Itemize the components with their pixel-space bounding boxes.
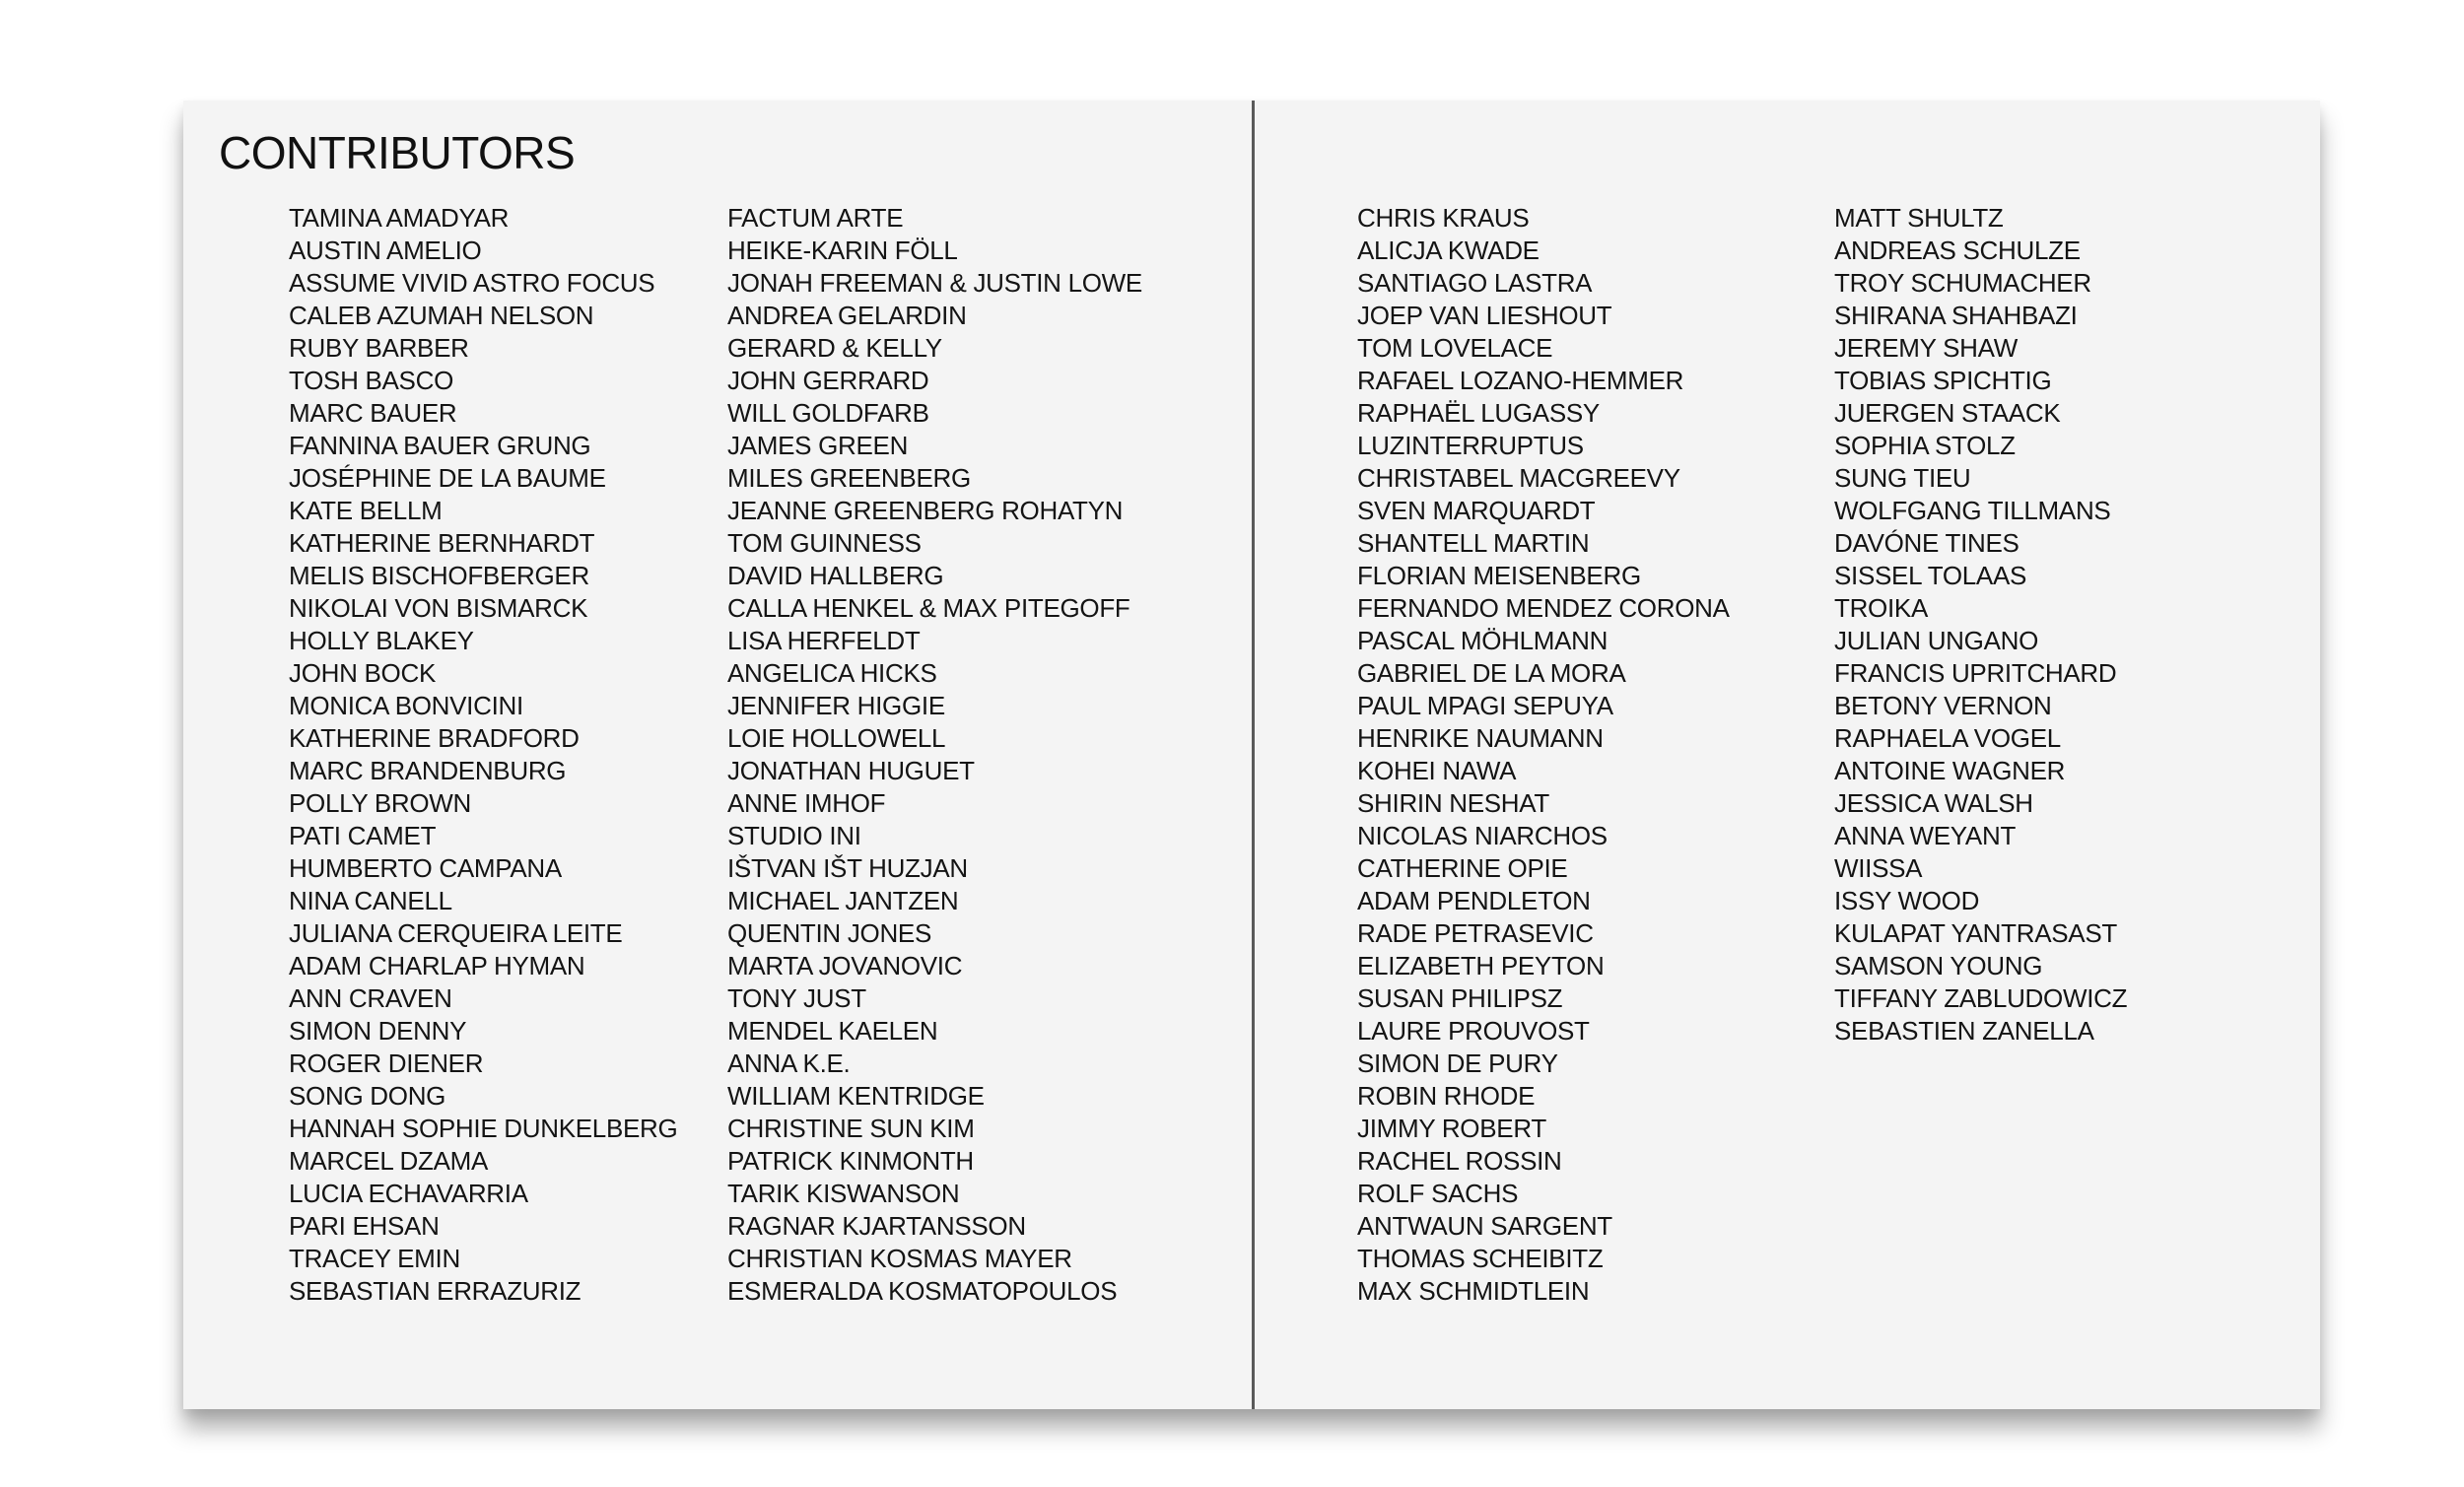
contributor-name: CHRISTABEL MACGREEVY (1357, 463, 1680, 493)
contributor-name: MARC BAUER (289, 398, 457, 428)
contributor-name: ROLF SACHS (1357, 1179, 1519, 1208)
contributor-name: RAPHAELA VOGEL (1834, 723, 2061, 753)
contributor-name: SIMON DE PURY (1357, 1048, 1558, 1078)
contributor-name: SUNG TIEU (1834, 463, 1971, 493)
contributor-name: MICHAEL JANTZEN (727, 886, 959, 915)
contributor-name: POLLY BROWN (289, 788, 472, 818)
contributor-name: JEREMY SHAW (1834, 333, 2018, 363)
contributor-name: MARC BRANDENBURG (289, 756, 567, 785)
contributor-name: MONICA BONVICINI (289, 691, 523, 720)
contributor-name: TOBIAS SPICHTIG (1834, 366, 2052, 395)
contributor-name: SUSAN PHILIPSZ (1357, 983, 1563, 1013)
page-gutter-line (1252, 101, 1255, 1409)
contributor-name: ROGER DIENER (289, 1048, 484, 1078)
contributor-name: PAUL MPAGI SEPUYA (1357, 691, 1613, 720)
contributor-name: RAGNAR KJARTANSSON (727, 1211, 1026, 1241)
contributor-name: RAPHAËL LUGASSY (1357, 398, 1600, 428)
contributor-name: ESMERALDA KOSMATOPOULOS (727, 1276, 1118, 1306)
contributor-name: TOSH BASCO (289, 366, 454, 395)
contributor-name: ADAM PENDLETON (1357, 886, 1591, 915)
contributor-name: RAFAEL LOZANO-HEMMER (1357, 366, 1684, 395)
contributor-name: ANTWAUN SARGENT (1357, 1211, 1612, 1241)
contributor-name: FANNINA BAUER GRUNG (289, 431, 591, 460)
contributor-name: ANNA K.E. (727, 1048, 851, 1078)
contributor-name: ALICJA KWADE (1357, 236, 1540, 265)
contributor-name: ANGELICA HICKS (727, 658, 937, 688)
contributor-name: MAX SCHMIDTLEIN (1357, 1276, 1590, 1306)
contributors-column-2 (727, 202, 1142, 1308)
contributors-column-1 (289, 202, 677, 1308)
contributor-name: NINA CANELL (289, 886, 452, 915)
contributor-name: ANNE IMHOF (727, 788, 886, 818)
contributor-name: MELIS BISCHOFBERGER (289, 561, 589, 590)
contributor-name: SHIRIN NESHAT (1357, 788, 1549, 818)
contributor-name: LUCIA ECHAVARRIA (289, 1179, 528, 1208)
contributor-name: JULIANA CERQUEIRA LEITE (289, 918, 623, 948)
contributor-name: FLORIAN MEISENBERG (1357, 561, 1641, 590)
contributor-name: JOSÉPHINE DE LA BAUME (289, 463, 606, 493)
contributor-name: KOHEI NAWA (1357, 756, 1517, 785)
contributor-name: JONAH FREEMAN & JUSTIN LOWE (727, 268, 1142, 298)
contributor-name: HOLLY BLAKEY (289, 626, 474, 655)
contributor-name: JOHN BOCK (289, 658, 436, 688)
contributor-name: LISA HERFELDT (727, 626, 921, 655)
contributor-name: NIKOLAI VON BISMARCK (289, 593, 588, 623)
contributor-name: TIFFANY ZABLUDOWICZ (1834, 983, 2128, 1013)
contributor-name: ANDREAS SCHULZE (1834, 236, 2081, 265)
contributor-name: BETONY VERNON (1834, 691, 2052, 720)
contributor-name: JOEP VAN LIESHOUT (1357, 301, 1612, 330)
contributor-name: JULIAN UNGANO (1834, 626, 2039, 655)
contributor-name: ASSUME VIVID ASTRO FOCUS (289, 268, 655, 298)
contributor-name: KATHERINE BERNHARDT (289, 528, 595, 558)
contributor-name: LUZINTERRUPTUS (1357, 431, 1584, 460)
contributor-name: AUSTIN AMELIO (289, 236, 482, 265)
contributor-name: STUDIO INI (727, 821, 861, 850)
contributor-name: SAMSON YOUNG (1834, 951, 2043, 980)
contributor-name: ISSY WOOD (1834, 886, 1980, 915)
contributor-name: WILLIAM KENTRIDGE (727, 1081, 985, 1111)
contributor-name: SIMON DENNY (289, 1016, 467, 1046)
contributor-name: TROIKA (1834, 593, 1928, 623)
contributor-name: CALEB AZUMAH NELSON (289, 301, 594, 330)
contributor-name: MARCEL DZAMA (289, 1146, 489, 1176)
contributor-name: SONG DONG (289, 1081, 446, 1111)
contributor-name: ROBIN RHODE (1357, 1081, 1536, 1111)
contributor-name: JOHN GERRARD (727, 366, 929, 395)
contributor-name: RACHEL ROSSIN (1357, 1146, 1562, 1176)
contributor-name: KULAPAT YANTRASAST (1834, 918, 2117, 948)
contributor-name: PARI EHSAN (289, 1211, 440, 1241)
contributor-name: WIISSA (1834, 853, 1923, 883)
contributor-name: RUBY BARBER (289, 333, 469, 363)
contributor-name: PATI CAMET (289, 821, 437, 850)
book-spread (183, 101, 2320, 1409)
contributor-name: FRANCIS UPRITCHARD (1834, 658, 2117, 688)
contributor-name: TRACEY EMIN (289, 1244, 460, 1273)
contributor-name: LOIE HOLLOWELL (727, 723, 946, 753)
contributor-name: RADE PETRASEVIC (1357, 918, 1594, 948)
contributors-column-4 (1834, 202, 2127, 1048)
contributor-name: TOM GUINNESS (727, 528, 922, 558)
contributor-name: JESSICA WALSH (1834, 788, 2033, 818)
contributor-name: CATHERINE OPIE (1357, 853, 1568, 883)
contributor-name: DAVID HALLBERG (727, 561, 944, 590)
contributor-name: JEANNE GREENBERG ROHATYN (727, 496, 1124, 525)
contributor-name: SEBASTIEN ZANELLA (1834, 1016, 2094, 1046)
contributor-name: PATRICK KINMONTH (727, 1146, 974, 1176)
contributor-name: WILL GOLDFARB (727, 398, 929, 428)
contributor-name: TROY SCHUMACHER (1834, 268, 2091, 298)
contributor-name: JIMMY ROBERT (1357, 1114, 1546, 1143)
contributor-name: TOM LOVELACE (1357, 333, 1553, 363)
contributor-name: MILES GREENBERG (727, 463, 971, 493)
contributor-name: WOLFGANG TILLMANS (1834, 496, 2111, 525)
contributor-name: HEIKE-KARIN FÖLL (727, 236, 958, 265)
contributor-name: JAMES GREEN (727, 431, 909, 460)
page-title: CONTRIBUTORS (219, 127, 576, 178)
contributor-name: GERARD & KELLY (727, 333, 942, 363)
contributor-name: SEBASTIAN ERRAZURIZ (289, 1276, 582, 1306)
contributor-name: SVEN MARQUARDT (1357, 496, 1596, 525)
contributor-name: LAURE PROUVOST (1357, 1016, 1590, 1046)
contributor-name: ANN CRAVEN (289, 983, 452, 1013)
contributor-name: IŠTVAN IŠT HUZJAN (727, 853, 968, 883)
contributor-name: HANNAH SOPHIE DUNKELBERG (289, 1114, 678, 1143)
contributor-name: JUERGEN STAACK (1834, 398, 2061, 428)
contributor-name: HUMBERTO CAMPANA (289, 853, 562, 883)
contributor-name: MATT SHULTZ (1834, 203, 2004, 233)
contributor-name: SHANTELL MARTIN (1357, 528, 1590, 558)
contributor-name: CALLA HENKEL & MAX PITEGOFF (727, 593, 1130, 623)
contributor-name: MARTA JOVANOVIC (727, 951, 963, 980)
contributor-name: HENRIKE NAUMANN (1357, 723, 1604, 753)
contributor-name: CHRISTIAN KOSMAS MAYER (727, 1244, 1072, 1273)
contributor-name: JENNIFER HIGGIE (727, 691, 945, 720)
contributor-name: SANTIAGO LASTRA (1357, 268, 1593, 298)
contributor-name: ANTOINE WAGNER (1834, 756, 2066, 785)
contributor-name: CHRISTINE SUN KIM (727, 1114, 975, 1143)
contributor-name: SISSEL TOLAAS (1834, 561, 2027, 590)
contributor-name: JONATHAN HUGUET (727, 756, 975, 785)
contributor-name: ADAM CHARLAP HYMAN (289, 951, 585, 980)
contributor-name: SOPHIA STOLZ (1834, 431, 2016, 460)
contributor-name: FERNANDO MENDEZ CORONA (1357, 593, 1730, 623)
contributor-name: ELIZABETH PEYTON (1357, 951, 1605, 980)
contributor-name: TONY JUST (727, 983, 866, 1013)
contributor-name: PASCAL MÖHLMANN (1357, 626, 1608, 655)
contributor-name: KATE BELLM (289, 496, 443, 525)
contributor-name: MENDEL KAELEN (727, 1016, 938, 1046)
contributor-name: THOMAS SCHEIBITZ (1357, 1244, 1604, 1273)
contributor-name: SHIRANA SHAHBAZI (1834, 301, 2078, 330)
contributor-name: DAVÓNE TINES (1834, 528, 2019, 558)
contributor-name: TARIK KISWANSON (727, 1179, 960, 1208)
contributor-name: ANNA WEYANT (1834, 821, 2017, 850)
contributor-name: CHRIS KRAUS (1357, 203, 1530, 233)
contributor-name: TAMINA AMADYAR (289, 203, 510, 233)
contributor-name: KATHERINE BRADFORD (289, 723, 580, 753)
contributor-name: QUENTIN JONES (727, 918, 932, 948)
contributor-name: FACTUM ARTE (727, 203, 904, 233)
contributor-name: NICOLAS NIARCHOS (1357, 821, 1608, 850)
contributor-name: ANDREA GELARDIN (727, 301, 967, 330)
contributor-name: GABRIEL DE LA MORA (1357, 658, 1626, 688)
contributors-column-3 (1357, 202, 1730, 1308)
